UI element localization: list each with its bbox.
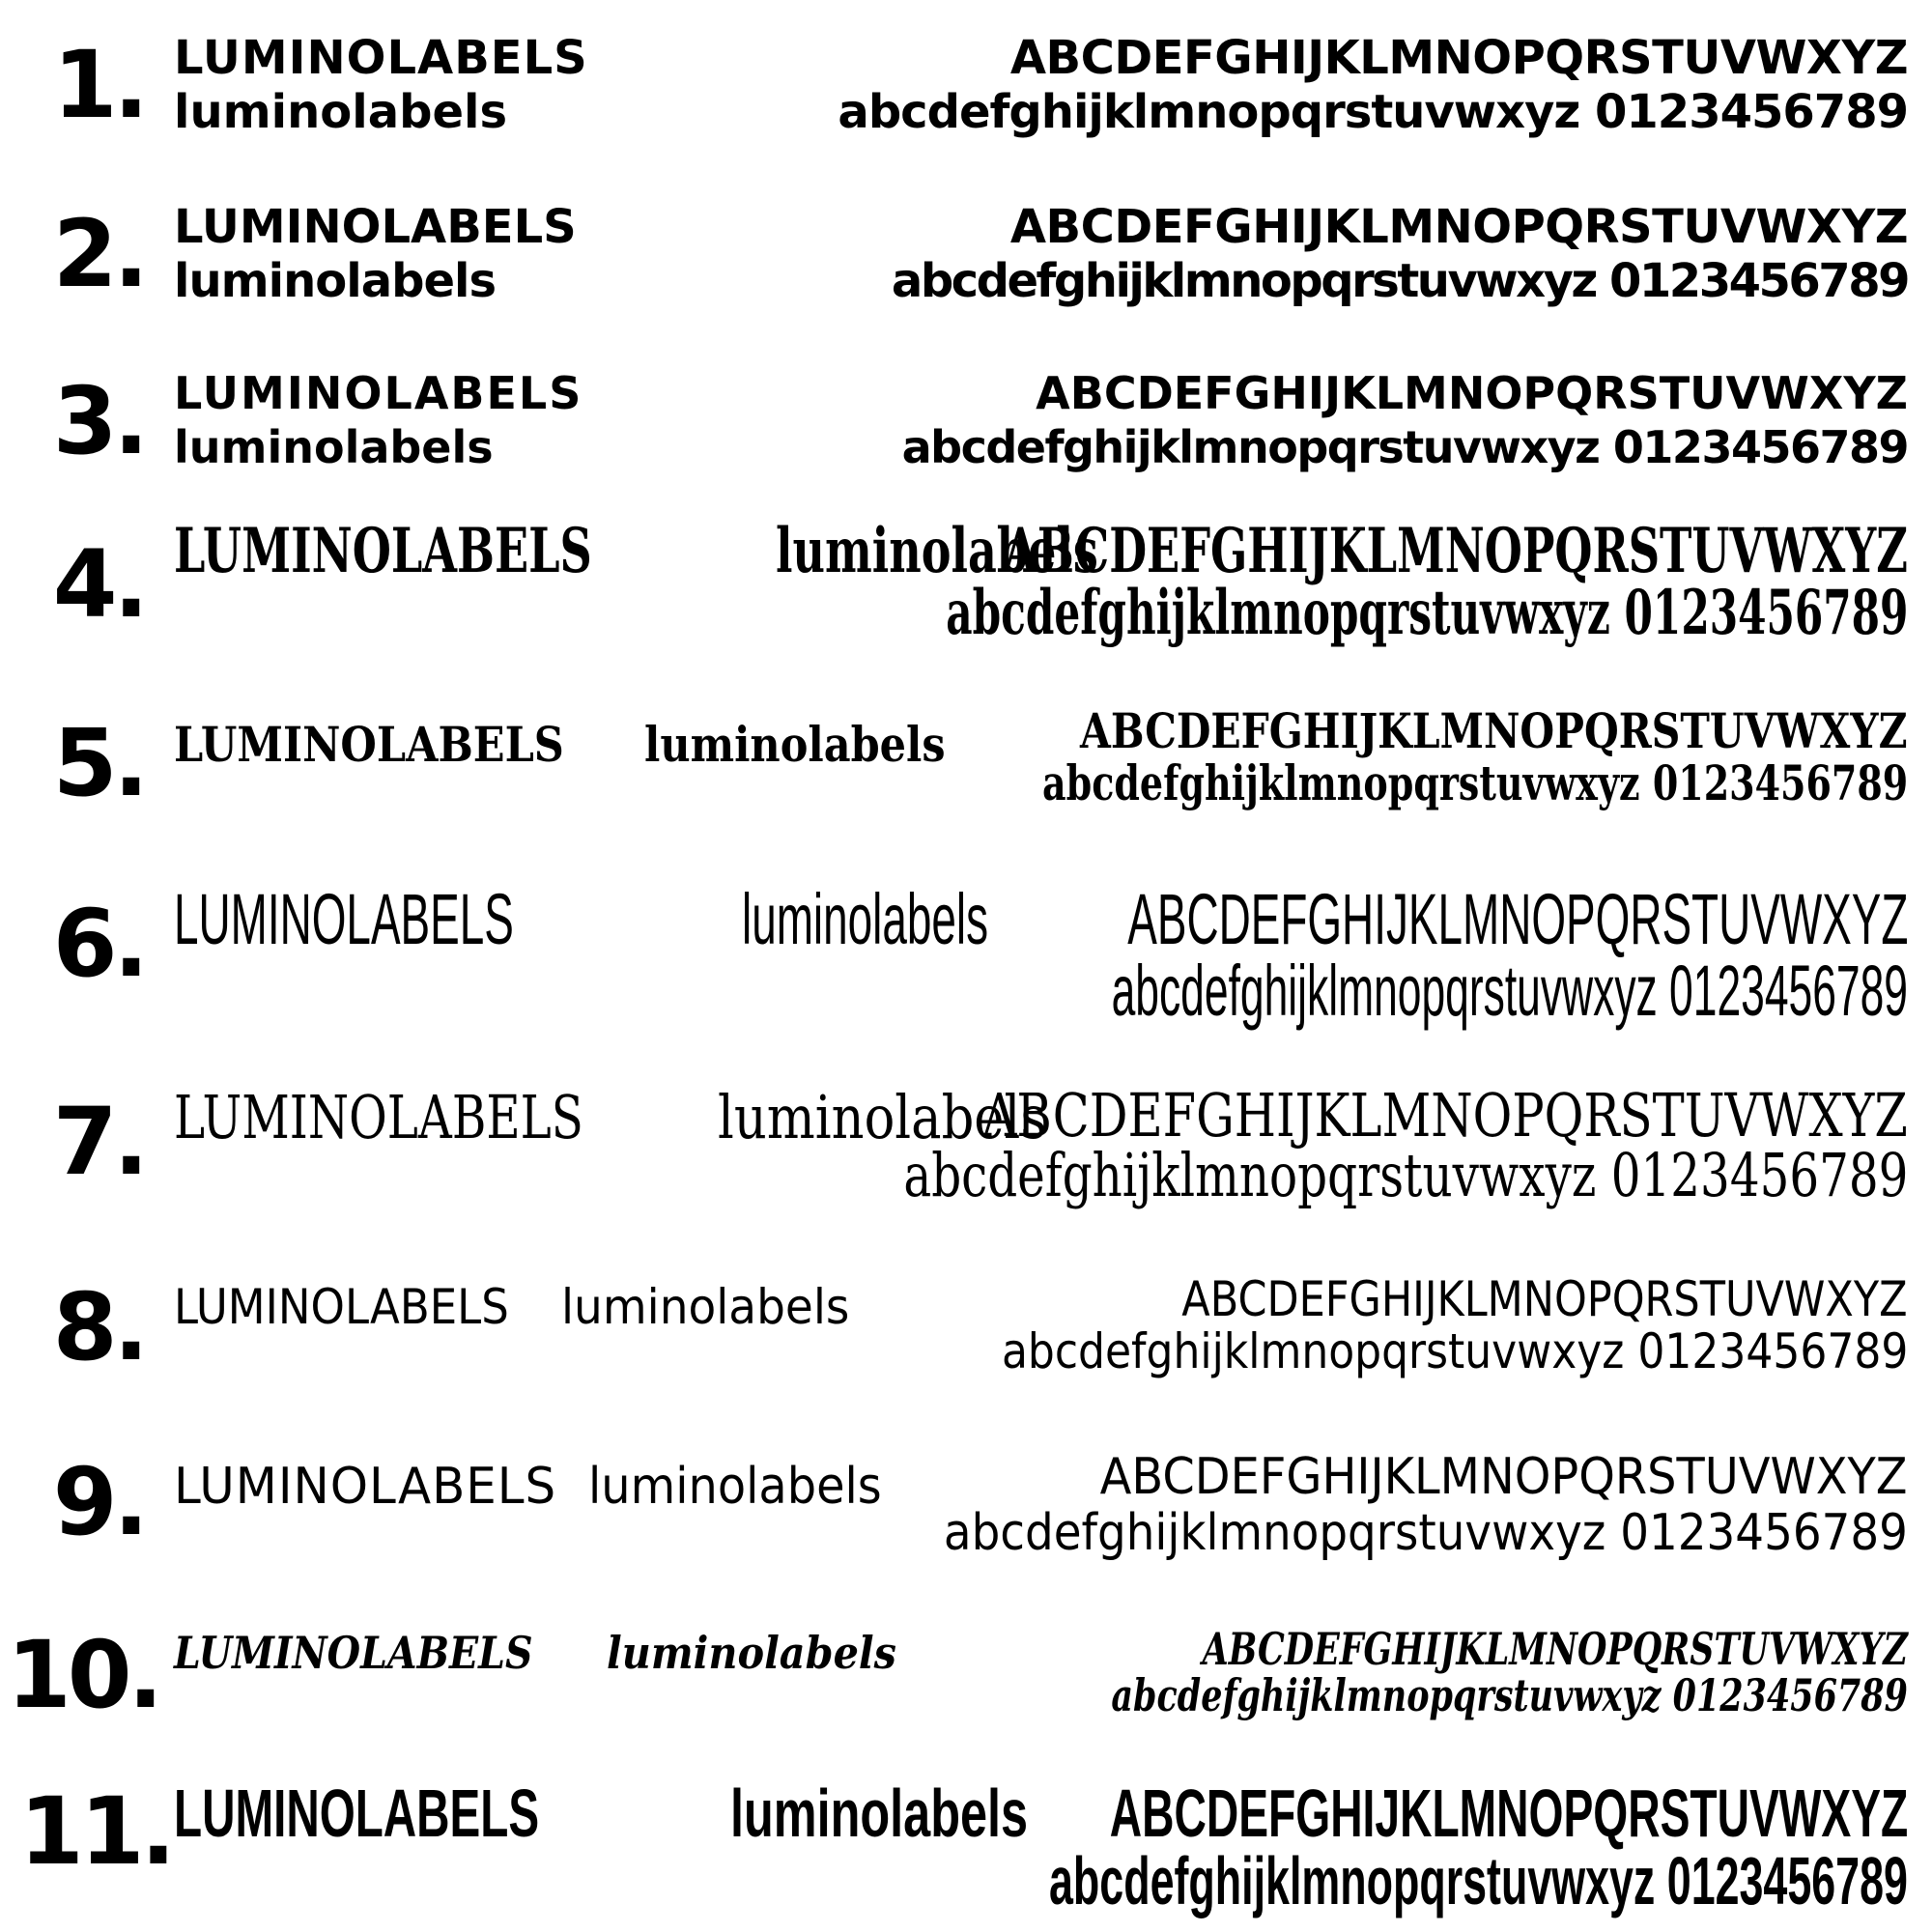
sample-lowercase-digits: abcdefghijklmnopqrstuvwxyz 0123456789 <box>1111 951 1908 1031</box>
font-number: 1. <box>52 31 145 139</box>
sample-uppercase: ABCDEFGHIJKLMNOPQRSTUVWXYZ <box>1109 1776 1908 1851</box>
font-number: 9. <box>52 1448 145 1556</box>
font-sample <box>566 1776 1908 1918</box>
font-label <box>174 200 577 308</box>
font-label <box>174 1452 907 1516</box>
font-sample <box>878 1271 1908 1379</box>
sample-lowercase-digits: abcdefghijklmnopqrstuvwxyz 0123456789 <box>902 1140 1908 1210</box>
label-lowercase: luminolabels <box>174 85 508 139</box>
font-label <box>174 1275 868 1335</box>
sample-uppercase: ABCDEFGHIJKLMNOPQRSTUVWXYZ <box>1004 515 1908 587</box>
sample-uppercase: ABCDEFGHIJKLMNOPQRSTUVWXYZ <box>1100 1448 1908 1506</box>
sample-lowercase-digits: abcdefghijklmnopqrstuvwxyz 0123456789 <box>891 254 1908 308</box>
label-uppercase: LUMINOLABELS <box>174 1082 583 1152</box>
sample-uppercase: ABCDEFGHIJKLMNOPQRSTUVWXYZ <box>1080 702 1908 759</box>
font-number: 11. <box>19 1777 173 1886</box>
font-number: 4. <box>52 530 145 639</box>
label-lowercase: luminolabels <box>742 879 989 959</box>
sample-lowercase-digits: abcdefghijklmnopqrstuvwxyz 0123456789 <box>838 85 1908 139</box>
label-uppercase: LUMINOLABELS <box>174 367 583 419</box>
label-lowercase: luminolabels <box>644 716 946 773</box>
label-uppercase: LUMINOLABELS <box>174 879 514 959</box>
sample-uppercase: ABCDEFGHIJKLMNOPQRSTUVWXYZ <box>1202 1623 1908 1675</box>
font-number: 7. <box>52 1088 145 1196</box>
sample-uppercase: ABCDEFGHIJKLMNOPQRSTUVWXYZ <box>1181 1271 1908 1327</box>
label-lowercase: luminolabels <box>607 1627 897 1679</box>
label-uppercase: LUMINOLABELS <box>174 1458 557 1516</box>
label-uppercase: LUMINOLABELS <box>174 1627 533 1679</box>
label-lowercase: luminolabels <box>174 421 494 473</box>
sample-uppercase: ABCDEFGHIJKLMNOPQRSTUVWXYZ <box>1126 879 1908 959</box>
font-label <box>174 1627 928 1679</box>
font-number: 3. <box>52 367 145 475</box>
sample-lowercase-digits: abcdefghijklmnopqrstuvwxyz 0123456789 <box>943 1504 1908 1562</box>
label-uppercase: LUMINOLABELS <box>174 716 564 773</box>
sample-uppercase: ABCDEFGHIJKLMNOPQRSTUVWXYZ <box>981 1080 1908 1151</box>
font-sample <box>838 31 1908 139</box>
label-lowercase: luminolabels <box>174 254 497 308</box>
sample-uppercase: ABCDEFGHIJKLMNOPQRSTUVWXYZ <box>1009 200 1908 254</box>
sample-lowercase-digits: abcdefghijklmnopqrstuvwxyz 0123456789 <box>1049 1843 1908 1918</box>
font-number: 5. <box>52 709 145 817</box>
label-lowercase: luminolabels <box>588 1458 882 1516</box>
font-sample <box>837 1448 1908 1562</box>
font-sample <box>620 1080 1908 1210</box>
font-number: 10. <box>6 1621 159 1729</box>
font-number: 2. <box>52 200 145 308</box>
sample-uppercase: ABCDEFGHIJKLMNOPQRSTUVWXYZ <box>1009 31 1908 85</box>
font-label <box>174 367 583 473</box>
font-number: 6. <box>52 890 145 998</box>
sample-lowercase-digits: abcdefghijklmnopqrstuvwxyz 0123456789 <box>945 577 1908 649</box>
label-lowercase: luminolabels <box>776 515 1099 587</box>
label-uppercase: LUMINOLABELS <box>174 1776 540 1851</box>
label-lowercase: luminolabels <box>718 1082 1047 1152</box>
label-uppercase: LUMINOLABELS <box>174 1279 509 1335</box>
label-uppercase: LUMINOLABELS <box>174 515 592 587</box>
label-lowercase: luminolabels <box>729 1776 1028 1851</box>
label-uppercase: LUMINOLABELS <box>174 31 588 85</box>
font-label <box>174 31 588 139</box>
font-sample <box>891 200 1908 308</box>
sample-lowercase-digits: abcdefghijklmnopqrstuvwxyz 0123456789 <box>901 421 1908 473</box>
font-sample <box>581 879 1908 1031</box>
sample-lowercase-digits: abcdefghijklmnopqrstuvwxyz 0123456789 <box>1001 1323 1908 1379</box>
font-sample <box>769 702 1908 811</box>
sample-lowercase-digits: abcdefghijklmnopqrstuvwxyz 0123456789 <box>1041 754 1908 811</box>
font-sample <box>450 515 1908 649</box>
label-lowercase: luminolabels <box>561 1279 850 1335</box>
font-sample <box>901 367 1908 473</box>
font-sample <box>860 1623 1908 1721</box>
sample-lowercase-digits: abcdefghijklmnopqrstuvwxyz 0123456789 <box>1111 1669 1908 1721</box>
sample-uppercase: ABCDEFGHIJKLMNOPQRSTUVWXYZ <box>1036 367 1908 419</box>
font-number: 8. <box>52 1273 145 1381</box>
label-uppercase: LUMINOLABELS <box>174 200 577 254</box>
